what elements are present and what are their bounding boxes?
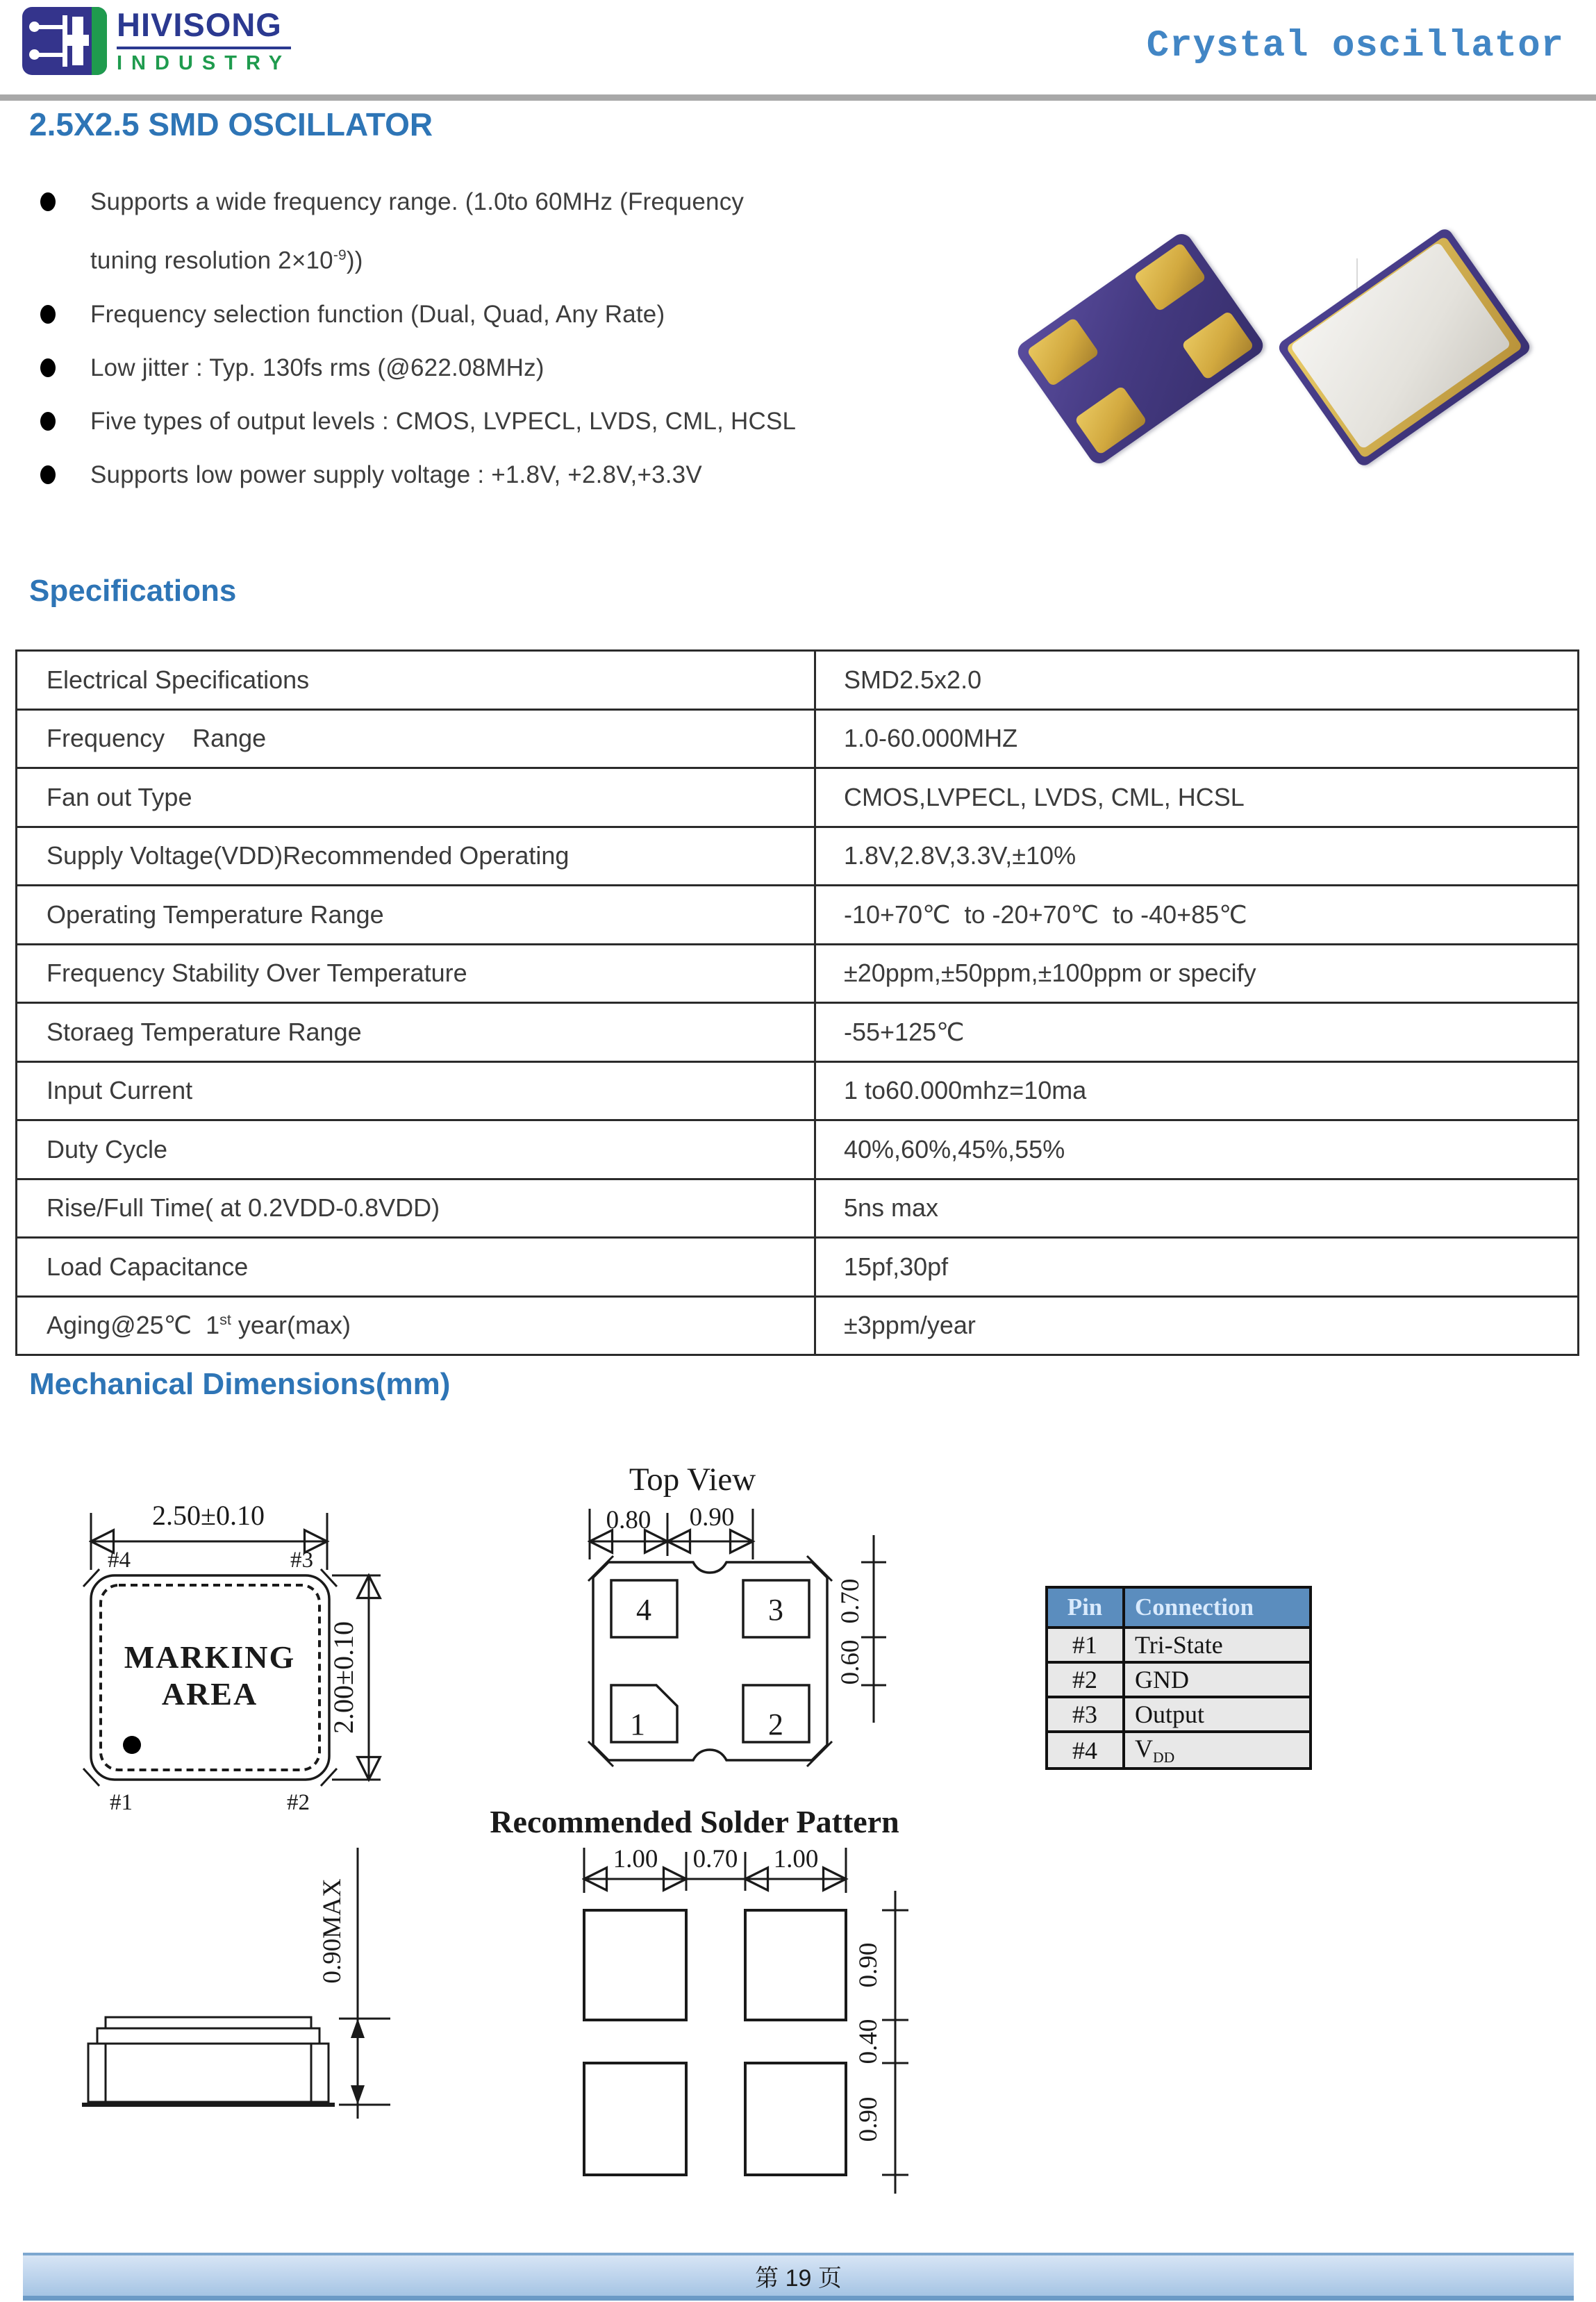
dim-label: 2.50±0.10 xyxy=(152,1500,265,1531)
pin-number-cell: #1 xyxy=(1047,1628,1124,1662)
mechanical-heading: Mechanical Dimensions(mm) xyxy=(29,1367,451,1401)
logo-green-bar xyxy=(92,7,107,75)
spec-value-cell: SMD2.5x2.0 xyxy=(815,651,1579,710)
feature-text: Low jitter : Typ. 130fs rms (@622.08MHz) xyxy=(90,354,545,381)
pad-number: 4 xyxy=(636,1593,651,1627)
marking-diagram xyxy=(83,1500,381,1815)
pin-row xyxy=(1047,1732,1311,1769)
spec-value-cell: 1.0-60.000MHZ xyxy=(815,709,1579,768)
pin-label-3: #3 xyxy=(290,1548,313,1573)
chip-pad xyxy=(1026,317,1100,387)
product-photo-bottom-view xyxy=(1013,230,1267,467)
feature-item xyxy=(40,288,1026,341)
dim-label: 0.80 xyxy=(606,1506,651,1534)
spec-value-cell: -55+125℃ xyxy=(815,1003,1579,1062)
pin-label-1: #1 xyxy=(110,1790,133,1815)
chip-pad xyxy=(1133,242,1207,313)
dim-label: 0.40 xyxy=(854,2019,883,2064)
logo-trace-icon xyxy=(33,53,65,57)
spec-row xyxy=(17,1179,1579,1238)
pin-header: Pin xyxy=(1047,1587,1124,1628)
spec-param-cell: Electrical Specifications xyxy=(17,651,815,710)
product-photo-top-view xyxy=(1276,226,1533,468)
spec-value-cell: ±20ppm,±50ppm,±100ppm or specify xyxy=(815,944,1579,1003)
feature-text: Five types of output levels : CMOS, LVPECL, LVDS, CML, HCSL xyxy=(90,407,797,435)
pin-label-4: #4 xyxy=(108,1548,131,1573)
spec-row xyxy=(17,1061,1579,1120)
feature-item xyxy=(40,341,1026,395)
logo-cross-icon xyxy=(67,35,89,46)
spec-param-cell: Supply Voltage(VDD)Recommended Operating xyxy=(17,827,815,886)
pin-row xyxy=(1047,1662,1311,1697)
pad-number: 1 xyxy=(630,1707,645,1741)
feature-text: Frequency selection function (Dual, Quad, Any Rate) xyxy=(90,300,665,328)
spec-value-cell: 15pf,30pf xyxy=(815,1238,1579,1297)
spec-row xyxy=(17,709,1579,768)
specifications-table-wrap xyxy=(15,649,1579,1356)
spec-value-cell: ±3ppm/year xyxy=(815,1296,1579,1355)
connection-header: Connection xyxy=(1124,1587,1311,1628)
spec-row xyxy=(17,1238,1579,1297)
spec-param-cell: Frequency Stability Over Temperature xyxy=(17,944,815,1003)
dim-label: 2.00±0.10 xyxy=(328,1621,359,1734)
spec-row xyxy=(17,944,1579,1003)
marking-area-label: AREA xyxy=(161,1676,258,1712)
feature-item xyxy=(40,448,1026,502)
page-title: 2.5X2.5 SMD OSCILLATOR xyxy=(29,106,433,142)
solder-pattern-diagram xyxy=(490,1804,908,2194)
spec-param-cell: Storaeg Temperature Range xyxy=(17,1003,815,1062)
spec-row xyxy=(17,886,1579,945)
dim-label: 0.90 xyxy=(854,2096,883,2142)
top-view-diagram xyxy=(588,1461,886,1766)
header-divider xyxy=(0,94,1596,101)
pin-connection-table xyxy=(1045,1586,1312,1770)
dim-label: 0.70 xyxy=(836,1578,865,1624)
spec-param-cell: Fan out Type xyxy=(17,768,815,827)
pin-table-wrap xyxy=(1045,1586,1312,1770)
footer-bar xyxy=(23,2253,1574,2301)
side-view-diagram xyxy=(82,1848,390,2119)
bullet-icon xyxy=(40,412,56,431)
spec-value-cell: CMOS,LVPECL, LVDS, CML, HCSL xyxy=(815,768,1579,827)
dim-label: 0.90MAX xyxy=(318,1878,347,1984)
mechanical-drawing xyxy=(0,1431,1596,2202)
specifications-heading: Specifications xyxy=(29,574,237,608)
pin1-dot-icon xyxy=(123,1736,141,1754)
specifications-table xyxy=(15,649,1579,1356)
page-number-label: 第 19 页 xyxy=(755,2264,842,2292)
spec-value-cell: -10+70℃ to -20+70℃ to -40+85℃ xyxy=(815,886,1579,945)
feature-item xyxy=(40,175,1026,288)
brand-subtitle: INDUSTRY xyxy=(117,52,292,74)
spec-value-cell: 1.8V,2.8V,3.3V,±10% xyxy=(815,827,1579,886)
logo-trace-icon xyxy=(33,25,65,29)
spec-row xyxy=(17,1296,1579,1355)
dim-label: 0.70 xyxy=(692,1845,738,1873)
pin-connection-cell: Output xyxy=(1124,1697,1311,1732)
spec-param-cell: Rise/Full Time( at 0.2VDD-0.8VDD) xyxy=(17,1179,815,1238)
spec-row xyxy=(17,651,1579,710)
pin-label-2: #2 xyxy=(287,1790,310,1815)
pin-number-cell: #2 xyxy=(1047,1662,1124,1697)
feature-text: Supports a wide frequency range. (1.0to 60MHz (Frequency tuning resolution $2\times 10^{-9}$)) xyxy=(90,188,745,274)
dim-label: 0.90 xyxy=(689,1503,735,1532)
spec-param-cell: Operating Temperature Range xyxy=(17,886,815,945)
spec-param-cell: Frequency Range xyxy=(17,709,815,768)
spec-param-cell: Duty Cycle xyxy=(17,1120,815,1179)
spec-row xyxy=(17,1003,1579,1062)
spec-value-cell: 40%,60%,45%,55% xyxy=(815,1120,1579,1179)
bullet-icon xyxy=(40,305,56,324)
marking-area-label: MARKING xyxy=(124,1639,296,1675)
bullet-icon xyxy=(40,192,56,211)
pad-number: 2 xyxy=(768,1707,783,1741)
solder-pattern-title: Recommended Solder Pattern xyxy=(490,1804,899,1839)
bullet-icon xyxy=(40,465,56,484)
company-logo-icon xyxy=(22,7,107,75)
feature-text: Supports low power supply voltage : +1.8V, +2.8V,+3.3V xyxy=(90,461,702,488)
document-type-title: Crystal oscillator xyxy=(1146,25,1564,67)
features-list xyxy=(40,175,1026,502)
chip-pad xyxy=(1181,310,1255,381)
chip-pad xyxy=(1074,386,1148,456)
spec-row xyxy=(17,827,1579,886)
dim-label: 0.90 xyxy=(854,1942,883,1988)
feature-item xyxy=(40,395,1026,448)
dim-label: 1.00 xyxy=(773,1845,819,1873)
spec-param-cell: Load Capacitance xyxy=(17,1238,815,1297)
spec-param-cell: Aging@25℃ 1st year(max) xyxy=(17,1296,815,1355)
brand-block xyxy=(117,8,291,74)
pin-connection-cell: $V_{DD}$ xyxy=(1124,1732,1311,1769)
chip-lid xyxy=(1290,242,1511,449)
spec-value-cell: 5ns max xyxy=(815,1179,1579,1238)
pin-number-cell: #4 xyxy=(1047,1732,1124,1769)
pin-connection-cell: GND xyxy=(1124,1662,1311,1697)
pin-row xyxy=(1047,1628,1311,1662)
brand-name: HIVISONG xyxy=(117,8,291,49)
top-view-title: Top View xyxy=(629,1461,756,1498)
pin-number-cell: #3 xyxy=(1047,1697,1124,1732)
pad-number: 3 xyxy=(768,1593,783,1627)
spec-value-cell: 1 to60.000mhz=10ma xyxy=(815,1061,1579,1120)
pin-row xyxy=(1047,1697,1311,1732)
spec-row xyxy=(17,768,1579,827)
spec-param-cell: Input Current xyxy=(17,1061,815,1120)
pin-connection-cell: Tri-State xyxy=(1124,1628,1311,1662)
bullet-icon xyxy=(40,358,56,377)
dim-label: 1.00 xyxy=(613,1845,658,1873)
dim-label: 0.60 xyxy=(836,1639,865,1685)
spec-row xyxy=(17,1120,1579,1179)
